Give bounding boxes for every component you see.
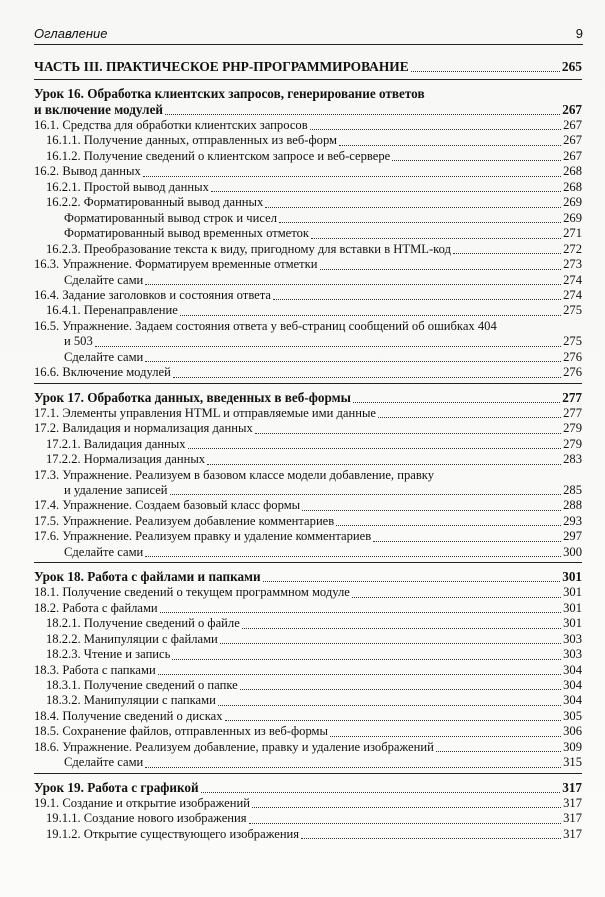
toc-entry-label: Урок 19. Работа с графикой: [34, 779, 199, 795]
dot-leader: [330, 736, 561, 737]
toc-entry: [34, 242, 582, 257]
toc-entry-page: 268: [563, 164, 582, 179]
toc-entry-label: Сделайте сами: [64, 349, 144, 364]
dot-leader: [207, 464, 561, 465]
toc-entry-label: Урок 18. Работа с файлами и папками: [34, 569, 261, 585]
toc-entry-label: 17.2.2. Нормализация данных: [46, 452, 206, 467]
toc-entry-label: 18.2.2. Манипуляции с файлами: [46, 631, 218, 646]
toc-lesson-entry: [34, 569, 582, 585]
toc-entry-label: 18.3. Работа с папками: [34, 662, 156, 677]
dot-leader: [255, 433, 561, 434]
toc-lesson-entry: [34, 780, 582, 796]
section-divider: [34, 383, 582, 390]
dot-leader: [436, 751, 561, 752]
dot-leader: [453, 253, 561, 254]
toc-entry-label: 18.5. Сохранение файлов, отправленных из веб-формы: [34, 724, 328, 739]
toc-entry-label: 18.2.3. Чтение и запись: [46, 647, 171, 662]
dot-leader: [240, 689, 561, 690]
section-divider: [34, 773, 582, 780]
dot-leader: [310, 129, 561, 130]
toc-entry: [34, 149, 582, 164]
toc-entry: [34, 195, 582, 210]
dot-leader: [143, 176, 561, 177]
dot-leader: [411, 71, 560, 72]
running-header: [34, 26, 583, 45]
toc-entry-label: Форматированный вывод временных отметок: [64, 226, 310, 241]
toc-entry: [34, 303, 582, 318]
dot-leader: [172, 659, 561, 660]
toc-entry-page: 267: [562, 102, 582, 117]
toc-entry-page: 317: [562, 779, 582, 795]
toc-entry: [34, 164, 582, 179]
dot-leader: [173, 377, 561, 378]
toc-entry: [34, 545, 582, 560]
toc-entry-label: Сделайте сами: [64, 272, 144, 287]
toc-entry-label: 16.2.3. Преобразование текста к виду, пригодному для вставки в HTML-код: [46, 241, 451, 256]
toc-entry: [34, 365, 582, 380]
toc-entry-page: 317: [563, 811, 582, 826]
dot-leader: [180, 315, 561, 316]
dot-leader: [392, 160, 561, 161]
toc-entry-label: и 503: [64, 334, 93, 349]
toc-entry-page: 309: [563, 739, 582, 754]
dot-leader: [353, 402, 560, 403]
section-divider: [34, 79, 582, 86]
dot-leader: [95, 346, 561, 347]
toc-entry-label: Урок 17. Обработка данных, введенных в веб-формы: [34, 389, 351, 405]
toc-entry: [34, 273, 582, 288]
dot-leader: [218, 705, 561, 706]
toc-entry-label: 16.1.2. Получение сведений о клиентском запросе и веб-сервере: [46, 148, 391, 163]
toc-entry: [34, 257, 582, 272]
toc-entry-label: 19.1.2. Открытие существующего изображения: [46, 826, 300, 841]
toc-entry-page: 317: [563, 826, 582, 841]
toc-entry-label: 17.5. Упражнение. Реализуем добавление комментариев: [34, 513, 335, 528]
toc-entry-label: 16.6. Включение модулей: [34, 365, 171, 380]
dot-leader: [301, 838, 561, 839]
dot-leader: [165, 114, 560, 115]
toc-entry-page: 267: [563, 133, 582, 148]
toc-entry-label: 17.4. Упражнение. Создаем базовый класс формы: [34, 498, 301, 513]
toc-entry-label: 18.2.1. Получение сведений о файле: [46, 616, 240, 631]
toc-entry-line: 16.5. Упражнение. Задаем состояния ответа у веб-страниц сообщений об ошибках 404: [34, 318, 497, 333]
toc-entry-label: ЧАСТЬ III. ПРАКТИЧЕСКОЕ PHP-ПРОГРАММИРОВАНИЕ: [34, 59, 409, 74]
toc-entry-page: 274: [563, 272, 582, 287]
toc-entry-label: 17.2. Валидация и нормализация данных: [34, 421, 253, 436]
toc-entry-page: 277: [563, 405, 582, 420]
dot-leader: [211, 191, 561, 192]
page-number: 9: [575, 26, 583, 41]
toc-entry: [34, 514, 582, 529]
toc-entry: [34, 709, 582, 724]
toc-entry: [34, 483, 582, 498]
toc-entry: [34, 724, 582, 739]
dot-leader: [188, 448, 562, 449]
toc-entry-page: 315: [563, 755, 582, 770]
toc-entry-label: 18.3.1. Получение сведений о папке: [46, 677, 238, 692]
toc-entry-label: 18.3.2. Манипуляции с папками: [46, 693, 216, 708]
toc-entry-label: 16.3. Упражнение. Форматируем временные отметки: [34, 257, 318, 272]
dot-leader: [145, 767, 561, 768]
table-of-contents: [34, 58, 582, 842]
toc-part-entry: [34, 58, 582, 75]
toc-entry-page: 274: [563, 287, 582, 302]
dot-leader: [145, 284, 561, 285]
toc-entry: [34, 406, 582, 421]
dot-leader: [265, 207, 561, 208]
toc-entry-page: 279: [563, 421, 582, 436]
toc-entry-page: 269: [563, 210, 582, 225]
toc-entry: [34, 663, 582, 678]
dot-leader: [249, 823, 562, 824]
toc-entry: [34, 601, 582, 616]
dot-leader: [279, 222, 561, 223]
toc-entry: [34, 647, 582, 662]
toc-entry: [34, 226, 582, 241]
dot-leader: [145, 361, 561, 362]
toc-entry-page: 297: [563, 529, 582, 544]
dot-leader: [160, 612, 561, 613]
toc-entry-page: 267: [563, 148, 582, 163]
toc-entry-page: 265: [561, 59, 582, 74]
toc-entry-page: 301: [563, 600, 582, 615]
dot-leader: [252, 807, 561, 808]
toc-entry-label: 16.1. Средства для обработки клиентских запросов: [34, 118, 308, 132]
toc-entry-label: 19.1. Создание и открытие изображений: [34, 795, 250, 810]
toc-entry-label: 18.2. Работа с файлами: [34, 600, 158, 615]
toc-entry: [34, 180, 582, 195]
toc-entry-label: 17.2.1. Валидация данных: [46, 436, 186, 451]
toc-entry-label: 18.6. Упражнение. Реализуем добавление, правку и удаление изображений: [34, 739, 434, 754]
toc-entry-page: 276: [563, 349, 582, 364]
toc-entry-page: 275: [563, 303, 582, 318]
toc-entry-page: 283: [563, 452, 582, 467]
toc-entry: [34, 827, 582, 842]
toc-entry: [34, 211, 582, 226]
toc-entry-label: 17.6. Упражнение. Реализуем правку и удаление комментариев: [34, 529, 372, 544]
dot-leader: [311, 238, 561, 239]
toc-entry-page: 301: [563, 616, 582, 631]
toc-entry-page: 288: [563, 498, 582, 513]
toc-entry: [34, 529, 582, 544]
toc-entry: [34, 421, 582, 436]
dot-leader: [320, 269, 562, 270]
dot-leader: [339, 145, 561, 146]
toc-entry-page: 268: [563, 179, 582, 194]
toc-entry: [34, 678, 582, 693]
toc-entry-page: 267: [563, 118, 582, 132]
toc-lesson-entry: [34, 390, 582, 406]
toc-entry-label: и включение модулей: [34, 102, 164, 117]
toc-entry: [34, 288, 582, 303]
dot-leader: [170, 494, 562, 495]
dot-leader: [201, 792, 561, 793]
toc-entry-label: Сделайте сами: [64, 544, 144, 559]
toc-entry: [34, 585, 582, 600]
toc-entry-page: 272: [563, 241, 582, 256]
toc-entry-label: 16.2. Вывод данных: [34, 164, 141, 179]
toc-lesson-entry: [34, 102, 582, 118]
dot-leader: [158, 674, 561, 675]
toc-entry-page: 303: [563, 631, 582, 646]
toc-entry-page: 301: [562, 569, 582, 585]
dot-leader: [220, 643, 561, 644]
toc-entry: [34, 755, 582, 770]
toc-entry-page: 279: [563, 436, 582, 451]
toc-entry-page: 305: [563, 708, 582, 723]
toc-entry-label: 18.1. Получение сведений о текущем программном модуле: [34, 585, 350, 600]
toc-entry-page: 269: [563, 195, 582, 210]
toc-entry-label: Форматированный вывод строк и чисел: [64, 210, 277, 225]
toc-entry: [34, 632, 582, 647]
toc-entry: [34, 811, 582, 826]
dot-leader: [145, 556, 561, 557]
toc-entry-page: 306: [563, 724, 582, 739]
dot-leader: [273, 299, 561, 300]
section-divider: [34, 562, 582, 569]
toc-entry-page: 276: [563, 365, 582, 380]
toc-entry: [34, 498, 582, 513]
dot-leader: [352, 597, 561, 598]
toc-entry-label: 19.1.1. Создание нового изображения: [46, 811, 247, 826]
toc-entry-label: 16.4.1. Перенаправление: [46, 303, 178, 318]
dot-leader: [302, 510, 561, 511]
toc-entry-page: 317: [563, 795, 582, 810]
toc-entry-page: 285: [563, 482, 582, 497]
toc-entry-label: Сделайте сами: [64, 755, 144, 770]
toc-entry-label: 16.4. Задание заголовков и состояния ответа: [34, 287, 272, 302]
toc-entry-page: 300: [563, 544, 582, 559]
toc-entry-page: 271: [563, 226, 582, 241]
dot-leader: [263, 581, 561, 582]
toc-entry-page: 304: [563, 662, 582, 677]
toc-entry: [34, 452, 582, 467]
dot-leader: [225, 720, 562, 721]
toc-entry-page: 277: [562, 389, 582, 405]
toc-entry-label: и удаление записей: [64, 482, 168, 497]
dot-leader: [242, 628, 561, 629]
toc-entry: [34, 616, 582, 631]
toc-entry: [34, 796, 582, 811]
toc-entry-page: 293: [563, 513, 582, 528]
toc-entry-label: 16.2.1. Простой вывод данных: [46, 179, 209, 194]
dot-leader: [336, 525, 561, 526]
toc-entry-label: 16.1.1. Получение данных, отправленных из веб-форм: [46, 133, 338, 148]
toc-entry: [34, 740, 582, 755]
toc-entry-page: 304: [563, 677, 582, 692]
toc-entry: [34, 437, 582, 452]
toc-lesson-title-line: Урок 16. Обработка клиентских запросов, генерирование ответов: [34, 86, 425, 101]
toc-entry-line: 17.3. Упражнение. Реализуем в базовом классе модели добавление, правку: [34, 467, 435, 482]
toc-entry: [34, 350, 582, 365]
toc-entry-page: 301: [563, 585, 582, 600]
dot-leader: [373, 541, 561, 542]
toc-entry-label: 18.4. Получение сведений о дисках: [34, 708, 223, 723]
toc-entry: [34, 334, 582, 349]
toc-entry-page: 275: [563, 334, 582, 349]
toc-entry-page: 304: [563, 693, 582, 708]
toc-entry: [34, 133, 582, 148]
dot-leader: [378, 417, 561, 418]
toc-entry-page: 303: [563, 647, 582, 662]
toc-entry-label: 16.2.2. Форматированный вывод данных: [46, 195, 264, 210]
running-header-title: Оглавление: [34, 26, 108, 41]
toc-entry-page: 273: [563, 257, 582, 272]
toc-entry-label: 17.1. Элементы управления HTML и отправляемые ими данные: [34, 405, 377, 420]
toc-entry: [34, 118, 582, 133]
toc-entry: [34, 693, 582, 708]
